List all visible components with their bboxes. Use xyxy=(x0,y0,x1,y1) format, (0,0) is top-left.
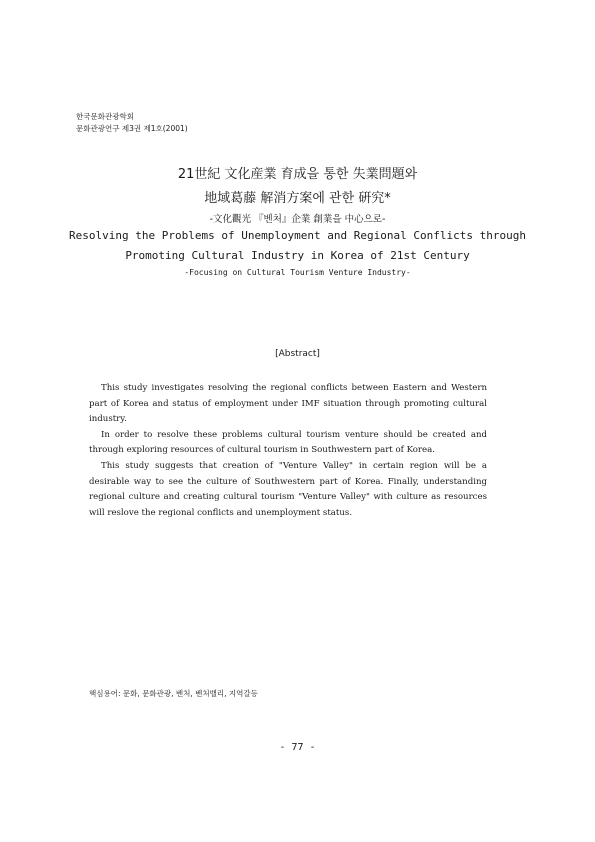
journal-info xyxy=(76,111,188,135)
title-korean-line-2: 地域葛藤 解消方案에 관한 硏究* xyxy=(204,191,391,206)
abstract-heading: [Abstract] xyxy=(275,349,320,359)
abstract-paragraph: In order to resolve these problems cultural tourism venture should be created and through exploring resources of cultural tourism in Southwestern part of Korea. xyxy=(89,429,487,456)
page-number: - 77 - xyxy=(279,742,316,753)
title-korean-line-1: 21世紀 文化産業 育成을 통한 失業問題와 xyxy=(177,167,418,182)
subtitle-english: -Focusing on Cultural Tourism Venture Industry- xyxy=(184,268,411,277)
title-english-line-1: Resolving the Problems of Unemployment and Regional Conflicts through xyxy=(69,229,526,242)
title-english-line-2: Promoting Cultural Industry in Korea of 21st Century xyxy=(125,249,470,262)
abstract-paragraph: This study investigates resolving the regional conflicts between Eastern and Western part of Korea and status of employment under IMF situation through promoting cultural industry. xyxy=(89,383,487,425)
subtitle-korean: -文化觀光 『벤처』企業 創業을 中心으로- xyxy=(209,214,386,225)
keywords: 핵심용어: 문화, 문화관광, 벤처, 벤처밸리, 지역갈등 xyxy=(89,689,258,698)
journal-society: 한국문화관광학회 xyxy=(76,112,134,121)
journal-volume: 문화관광연구 제3권 제1호(2001) xyxy=(76,124,188,133)
abstract-paragraph: This study suggests that creation of "Venture Valley" in certain region will be a desirable way to see the culture of Southwestern part of Korea. Finally, understanding regional culture and creating cultural tourism "Venture Valley" with culture as resources will reslove the regional conflicts and unemployment status. xyxy=(89,460,487,518)
abstract-body xyxy=(89,381,487,521)
